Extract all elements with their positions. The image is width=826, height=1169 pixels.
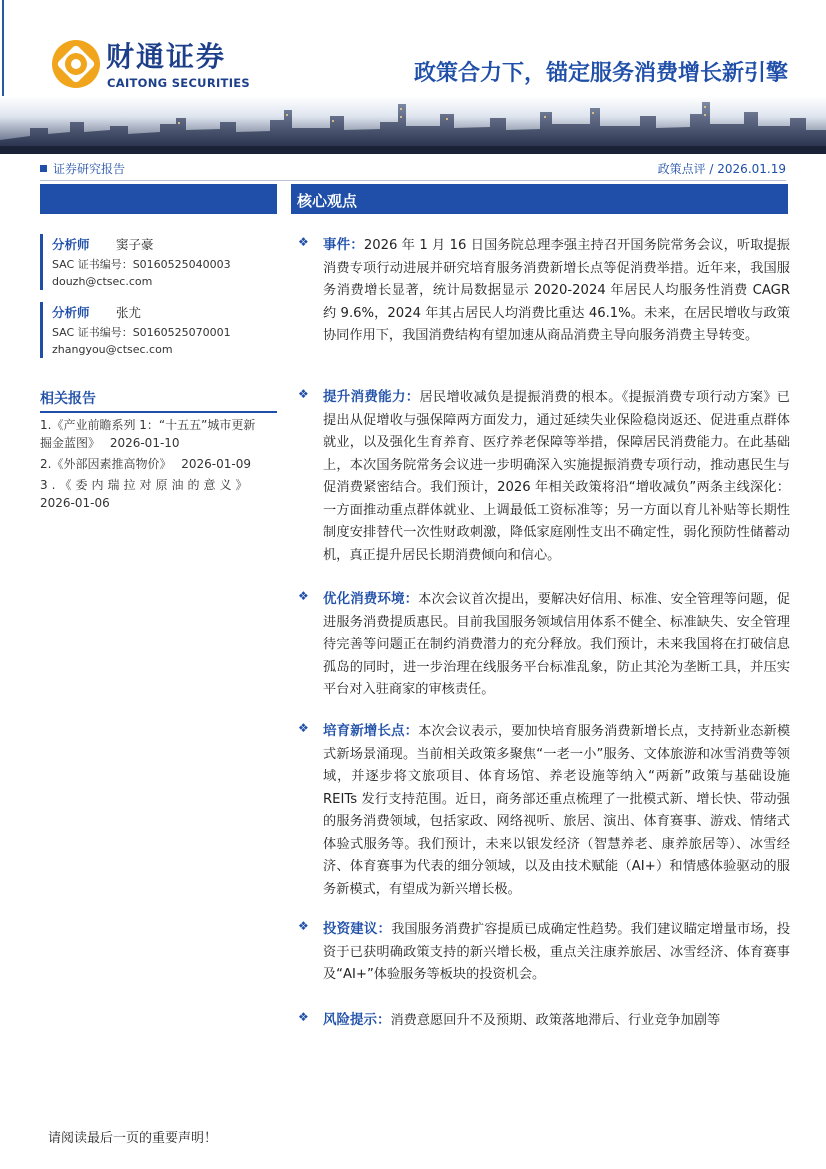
core-views-title: 核心观点 [297, 192, 358, 210]
related-report-item[interactable]: 2.《外部因素推高物价》 2026-01-09 [40, 457, 252, 471]
related-report-item[interactable]: 1.《产业前瞻系列 1：“十五五”城市更新 掘金蓝图》 2026-01-10 [40, 418, 256, 450]
meta-row [40, 158, 786, 181]
analyst-name: 窦子豪 [116, 237, 154, 252]
analyst-email[interactable]: douzh@ctsec.com [52, 275, 153, 288]
caitong-logo-icon [50, 38, 102, 90]
company-name-en: CAITONG SECURITIES [107, 76, 251, 90]
analyst-email[interactable]: zhangyou@ctsec.com [52, 343, 173, 356]
footer-notice: 请阅读最后一页的重要声明！ [48, 1131, 218, 1146]
analyst-role: 分析师 [52, 237, 90, 252]
core-views-bar [291, 184, 788, 214]
section-keyword: 事件： [323, 237, 364, 253]
diamond-bullet-icon: ❖ [298, 1010, 309, 1024]
section-text: 居民增收减负是提振消费的根本。《提振消费专项行动方案》已提出从促增收与强保障两方面发力，通过延续失业保险稳岗返还、促进重点群体就业，以及强化生育养育、医疗养老保障等举措，保障居民消费能力。在此基础上，本次国务院常务会议进一步明确深入实施提振消费专项行动，推动惠民生与促消费紧密结合。我们预计，2026 年相关政策将沿“增收减负”两条主线深化：一方面推动重点群体就业、上调最低工资标准等；另一方面以育儿补贴等长期性制度安排替代一次性财政刺激，降低家庭刚性支出不确定性，弱化预防性储蓄动机，真正提升居民长期消费倾向和信心。 [323, 390, 790, 563]
diamond-bullet-icon: ❖ [298, 235, 309, 249]
analyst-name: 张尤 [116, 305, 142, 320]
square-bullet-icon [40, 165, 47, 172]
section-consumption-capacity [298, 386, 790, 567]
section-text: 我国服务消费扩容提质已成确定性趋势。我们建议瞄定增量市场，投资于已获明确政策支持的新兴增长极，重点关注康养旅居、冰雪经济、体育赛事及“AI+”体验服务等板块的投资机会。 [323, 922, 791, 982]
diamond-bullet-icon: ❖ [298, 721, 309, 735]
report-headline: 政策合力下，锚定服务消费增长新引擎 [413, 61, 788, 86]
diamond-bullet-icon: ❖ [298, 387, 309, 401]
sidebar-header-bar [40, 184, 277, 214]
analyst-sac: SAC 证书编号：S0160525070001 [52, 326, 231, 339]
category-date: 政策点评 / 2026.01.19 [657, 162, 786, 176]
section-keyword: 提升消费能力： [323, 389, 420, 405]
report-type [40, 160, 125, 177]
analyst-card [40, 234, 277, 290]
analyst-role: 分析师 [52, 305, 90, 320]
skyline-image [0, 96, 826, 154]
report-type-label: 证券研究报告 [53, 162, 126, 176]
section-keyword: 投资建议： [323, 921, 392, 937]
section-text: 本次会议表示，要加快培育服务消费新增长点，支持新业态新模式新场景涌现。当前相关政策多聚焦“一老一小”服务、文体旅游和冰雪消费等领域，并逐步将文旅项目、体育场馆、养老设施等纳入“两新”政策与基础设施 REITs 发行支持范围。近日，商务部还重点梳理了一批模式新、增长快、带动强的服务消费领域，包括家政、网络视听、旅居、演出、体育赛事、游戏、情绪式体验式服务等。我们预计，未来以银发经济（智慧养老、康养旅居等）、冰雪经济、体育赛事为代表的细分领域，以及由技术赋能（AI+）和情感体验驱动的服务新模式，有望成为新兴增长极。 [323, 724, 791, 897]
diamond-bullet-icon: ❖ [298, 589, 309, 603]
company-logo [50, 38, 250, 94]
section-investment-advice [298, 918, 790, 987]
section-keyword: 培育新增长点： [323, 723, 419, 739]
section-keyword: 优化消费环境： [323, 591, 419, 607]
analyst-sac: SAC 证书编号：S0160525040003 [52, 258, 231, 271]
related-reports-title: 相关报告 [40, 388, 277, 413]
section-event [298, 234, 790, 348]
related-report-item[interactable]: 3.《委内瑞拉对原油的意义》 2026-01-06 [40, 478, 252, 510]
section-text: 2026 年 1 月 16 日国务院总理李强主持召开国务院常务会议，听取提振消费专项行动进展并研究培育服务消费新增长点等促消费举措。近年来，我国服务消费增长显著，统计局数据显示 2020-2024 年居民人均服务性消费 CAGR 约 9.6%，2024 年其占居民人均消费比重达 46.1%。未来，在居民增收与政策协同作用下，我国消费结构有望加速从商品消费主导向服务消费主导转变。 [323, 238, 790, 343]
analyst-card [40, 302, 277, 358]
company-name-cn: 财通证券 [106, 40, 227, 73]
section-text: 消费意愿回升不及预期、政策落地滞后、行业竞争加剧等 [390, 1013, 721, 1028]
section-consumption-environment [298, 588, 790, 702]
section-risk-warning [298, 1009, 790, 1033]
skyline-banner [0, 96, 826, 154]
related-reports [40, 388, 277, 512]
section-text: 本次会议首次提出，要解决好信用、标准、安全管理等问题，促进服务消费提质惠民。目前我国服务领域信用体系不健全、标准缺失、安全管理待完善等问题正在制约消费潜力的充分释放。我们预计，未来我国将在打破信息孤岛的同时，进一步治理在线服务平台标准乱象，防止其沦为垄断工具，并压实平台对入驻商家的审核责任。 [323, 592, 791, 697]
diamond-bullet-icon: ❖ [298, 919, 309, 933]
section-keyword: 风险提示： [323, 1012, 391, 1028]
section-new-growth [298, 720, 790, 901]
